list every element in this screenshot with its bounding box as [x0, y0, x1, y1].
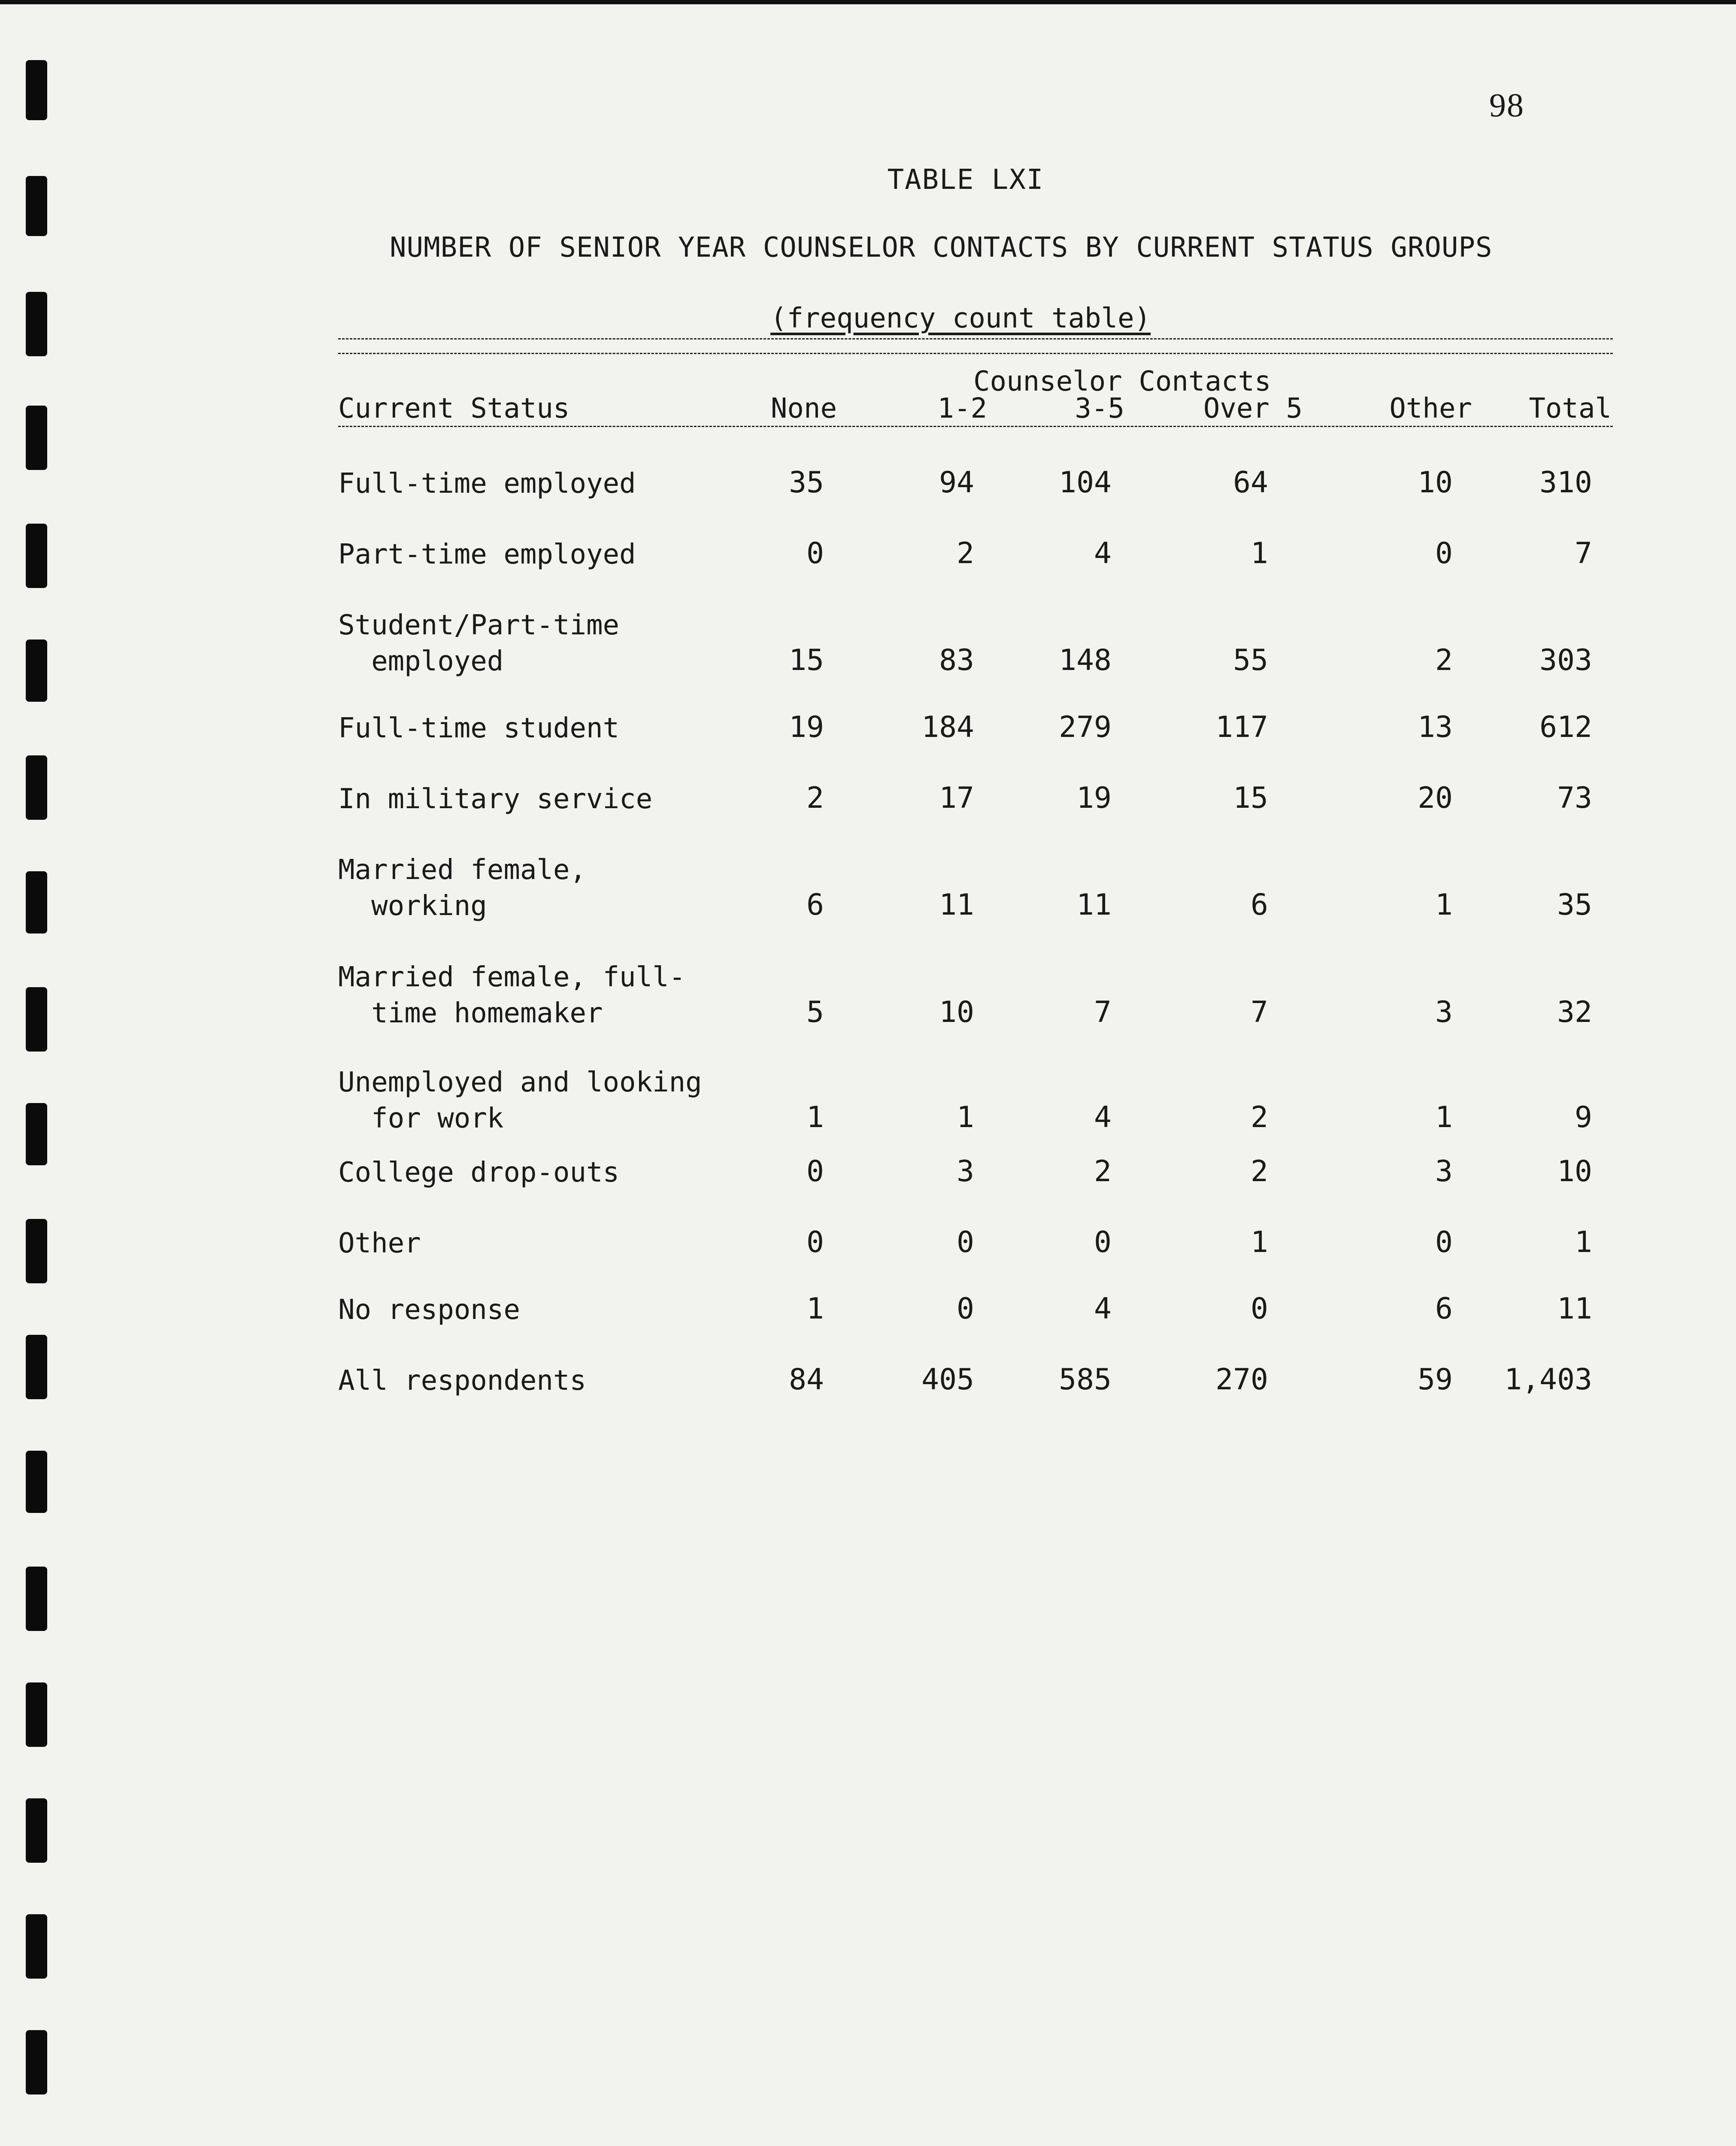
cell-other: 3: [1435, 995, 1453, 1029]
cell-3-5: 279: [1059, 710, 1112, 744]
cell-none: 1: [806, 1100, 824, 1134]
cell-1-2: 17: [939, 781, 974, 815]
page-number: 98: [1489, 86, 1524, 124]
cell-other: 3: [1435, 1155, 1453, 1188]
binding-mark: [26, 1451, 47, 1513]
cell-1-2: 2: [957, 536, 974, 570]
cell-other: 20: [1418, 781, 1453, 815]
cell-over-5: 1: [1251, 536, 1268, 570]
cell-none: 5: [806, 995, 824, 1029]
cell-1-2: 1: [957, 1100, 974, 1134]
cell-other: 13: [1418, 710, 1453, 744]
row-status-label: Unemployed and looking for work: [338, 1067, 702, 1134]
cell-total: 9: [1575, 1100, 1592, 1134]
binding-mark: [26, 1914, 47, 1979]
cell-over-5: 7: [1251, 995, 1268, 1029]
binding-mark: [26, 1798, 47, 1863]
cell-1-2: 83: [939, 643, 974, 677]
cell-over-5: 6: [1251, 888, 1268, 922]
binding-mark: [26, 60, 47, 120]
cell-none: 0: [806, 536, 824, 570]
row-status-label: No response: [338, 1294, 520, 1326]
cell-over-5: 55: [1233, 643, 1268, 677]
cell-none: 0: [806, 1225, 824, 1259]
cell-over-5: 15: [1233, 781, 1268, 815]
cell-over-5: 2: [1251, 1155, 1268, 1188]
column-group-label: Counselor Contacts: [973, 366, 1271, 397]
cell-other: 6: [1435, 1292, 1453, 1326]
cell-none: 84: [789, 1363, 824, 1397]
cell-1-2: 0: [957, 1225, 974, 1259]
cell-1-2: 405: [921, 1363, 974, 1397]
binding-mark: [26, 871, 47, 934]
cell-total: 73: [1557, 781, 1592, 815]
cell-1-2: 10: [939, 995, 974, 1029]
row-status-label: Married female, full- time homemaker: [338, 961, 686, 1029]
cell-other: 59: [1418, 1363, 1453, 1397]
binding-mark: [26, 176, 47, 236]
row-status-label: Part-time employed: [338, 539, 636, 570]
cell-none: 2: [806, 781, 824, 815]
column-header-total: Total: [1529, 393, 1612, 424]
cell-total: 10: [1557, 1155, 1592, 1188]
cell-total: 612: [1539, 710, 1592, 744]
cell-none: 15: [789, 643, 824, 677]
header-rule-second: [338, 353, 1613, 354]
cell-3-5: 11: [1076, 888, 1112, 922]
row-status-label: All respondents: [338, 1365, 586, 1397]
cell-3-5: 0: [1094, 1225, 1112, 1259]
column-header-rule: [338, 426, 1613, 427]
header-rule-top: [338, 338, 1613, 339]
cell-3-5: 104: [1059, 466, 1112, 500]
table-subtitle: (frequency count table): [770, 303, 1151, 334]
cell-3-5: 19: [1076, 781, 1112, 815]
cell-over-5: 64: [1233, 466, 1268, 500]
cell-1-2: 3: [957, 1155, 974, 1188]
binding-mark: [26, 1682, 47, 1747]
cell-3-5: 148: [1059, 643, 1112, 677]
cell-none: 6: [806, 888, 824, 922]
cell-total: 1,403: [1504, 1363, 1592, 1397]
cell-other: 1: [1435, 1100, 1453, 1134]
cell-other: 2: [1435, 643, 1453, 677]
row-status-label: College drop-outs: [338, 1157, 620, 1188]
cell-over-5: 2: [1251, 1100, 1268, 1134]
row-status-label: Full-time student: [338, 712, 620, 744]
cell-3-5: 4: [1094, 1292, 1112, 1326]
column-header-status: Current Status: [338, 393, 570, 424]
cell-other: 10: [1418, 466, 1453, 500]
binding-mark: [26, 292, 47, 356]
cell-3-5: 2: [1094, 1155, 1112, 1188]
row-status-label: Student/Part-time employed: [338, 609, 620, 677]
cell-other: 0: [1435, 536, 1453, 570]
binding-mark: [26, 1219, 47, 1283]
binding-mark: [26, 755, 47, 820]
cell-total: 35: [1557, 888, 1592, 922]
column-header-over-5: Over 5: [1203, 393, 1303, 424]
cell-1-2: 184: [921, 710, 974, 744]
binding-mark: [26, 1567, 47, 1631]
binding-mark: [26, 2030, 47, 2094]
column-header-3-5: 3-5: [1075, 393, 1124, 424]
binding-mark: [26, 1103, 47, 1165]
cell-over-5: 0: [1251, 1292, 1268, 1326]
cell-other: 1: [1435, 888, 1453, 922]
page-top-edge: [0, 0, 1736, 4]
cell-total: 11: [1557, 1292, 1592, 1326]
table-label: TABLE LXI: [887, 164, 1044, 196]
cell-1-2: 94: [939, 466, 974, 500]
table-title: NUMBER OF SENIOR YEAR COUNSELOR CONTACTS BY CURRENT STATUS GROUPS: [390, 232, 1493, 264]
cell-none: 0: [806, 1155, 824, 1188]
row-status-label: Full-time employed: [338, 468, 636, 500]
row-status-label: In military service: [338, 783, 653, 815]
row-status-label: Married female, working: [338, 854, 586, 922]
cell-1-2: 11: [939, 888, 974, 922]
cell-1-2: 0: [957, 1292, 974, 1326]
cell-total: 32: [1557, 995, 1592, 1029]
cell-3-5: 7: [1094, 995, 1112, 1029]
cell-none: 19: [789, 710, 824, 744]
binding-mark: [26, 406, 47, 470]
column-header-other: Other: [1389, 393, 1472, 424]
cell-over-5: 1: [1251, 1225, 1268, 1259]
cell-3-5: 4: [1094, 1100, 1112, 1134]
binding-mark: [26, 1335, 47, 1399]
binding-mark: [26, 640, 47, 702]
cell-total: 1: [1575, 1225, 1592, 1259]
cell-total: 7: [1575, 536, 1592, 570]
row-status-label: Other: [338, 1228, 421, 1259]
column-header-1-2: 1-2: [937, 393, 987, 424]
cell-total: 303: [1539, 643, 1592, 677]
cell-none: 35: [789, 466, 824, 500]
column-header-none: None: [770, 393, 837, 424]
cell-over-5: 270: [1215, 1363, 1268, 1397]
binding-mark: [26, 524, 47, 588]
cell-3-5: 585: [1059, 1363, 1112, 1397]
cell-total: 310: [1539, 466, 1592, 500]
cell-other: 0: [1435, 1225, 1453, 1259]
cell-none: 1: [806, 1292, 824, 1326]
cell-over-5: 117: [1215, 710, 1268, 744]
cell-3-5: 4: [1094, 536, 1112, 570]
binding-mark: [26, 987, 47, 1052]
